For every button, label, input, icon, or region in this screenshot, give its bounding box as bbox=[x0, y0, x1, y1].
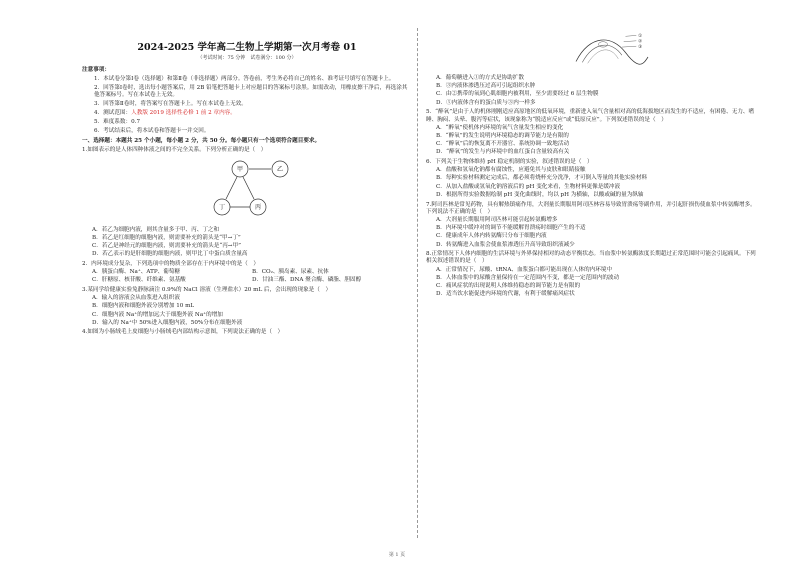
q5-option-b: B．“醉氧”的发生说明内环境稳态的调节能力是有限的 bbox=[436, 132, 569, 139]
q7-option-c: C．健康成年人体内转氨酶只分布于细胞内液 bbox=[436, 233, 547, 240]
q6-option-a: A．盐酸和氢氧化钠都有腐蚀性，应避免其与皮肤和眼睛接触 bbox=[436, 167, 586, 174]
node-ding: 丁 bbox=[218, 203, 226, 211]
left-column bbox=[82, 30, 412, 338]
q2-options-row-2 bbox=[82, 277, 412, 284]
question-7: 7.阿司匹林是常见药物，具有解热镇痛作用，大剂量长期服用阿司匹林容易导致胃溃疡等副作用，并引起肝损伤使血浆中转氨酶增多。下列说法不正确的是（ ） bbox=[426, 201, 756, 215]
label-leader-3 bbox=[622, 46, 636, 47]
body-fluid-diagram-svg bbox=[82, 157, 412, 225]
right-column bbox=[426, 30, 756, 299]
q4-option-d: D．⑤内液体含有的蛋白质与③内一样多 bbox=[436, 99, 536, 106]
q4-option-b: B．③内液体渗透压过高可引起组织水肿 bbox=[436, 83, 536, 90]
question-1: 1.如图表示的是人体四种体液之间的不完全关系。下列分析正确的是（ ） bbox=[82, 147, 267, 154]
section-heading: 一、选择题：本题共 25 个小题，每小题 2 分，共 50 分。每小题只有一个选项符合题目要求。 bbox=[82, 137, 321, 144]
note-6: 6．考试结束后，将本试卷和答题卡一并交回。 bbox=[94, 128, 210, 135]
node-jia: 甲 bbox=[236, 165, 244, 173]
q3-option-a: A．输入的溶液会从血浆进入组织液 bbox=[92, 295, 180, 302]
q2-option-c: C．肝糖原、核苷酸、纤维素、氨基酸 bbox=[92, 277, 186, 284]
note-3: 3．回答第Ⅱ卷时，将答案写在答题卡上。写在本试卷上无效。 bbox=[94, 101, 247, 108]
q1-option-a: A．若乙为细胞内液，则其含量多于甲、丙、丁之和 bbox=[92, 226, 220, 233]
question-4: 4.如图为小肠绒毛上皮细胞与小肠绒毛内部结构示意图，下列说法正确的是（ ） bbox=[82, 329, 284, 336]
q5-option-a: A．“醉氧”使机体内环境的氧气含量发生相应的变化 bbox=[436, 124, 564, 131]
q3-option-b: B．细胞内液和细胞外液分别增加 10 mL bbox=[92, 303, 195, 310]
exam-title: 2024-2025 学年高二生物上学期第一次月考卷 01 bbox=[137, 42, 357, 53]
note-4 bbox=[82, 110, 412, 117]
q1-option-d: D．若乙表示的是肝细胞的细胞内液，则甲比丁中蛋白质含量高 bbox=[92, 251, 248, 258]
arrow-jia-ding bbox=[226, 177, 237, 199]
question-8: 8.正常情况下人体内细胞的生活环境与外界保持相对的动态平衡状态。当血浆中转氨酶浓度长期超过正常范围时可能会引起痛风。下列相关叙述错误的是（ ） bbox=[426, 251, 756, 265]
q2-options-row-1 bbox=[82, 269, 412, 276]
page-footer: 第 1 页 bbox=[388, 552, 406, 558]
q5-option-c: C．“醉氧”后的恢复离不开器官、系统协调一致地活动 bbox=[436, 141, 570, 148]
note-5: 5．难度系数：0.7 bbox=[94, 119, 141, 126]
label-leader-2 bbox=[624, 41, 637, 42]
q8-option-a: A．正常情况下，尿酸、tRNA、血浆蛋白都可能出现在人体的内环境中 bbox=[436, 266, 613, 273]
q6-option-b: B．每种实验材料测定完成后，都必须将烧杯充分洗净，才可倒入等量的其他实验材料 bbox=[436, 175, 648, 182]
q7-option-d: D．转氨酶进入血浆会使血浆渗透压升高导致组织液减少 bbox=[436, 241, 575, 248]
fig-label-2: ② bbox=[638, 39, 643, 45]
q2-option-b: B．CO₂、胰岛素、尿素、抗体 bbox=[252, 269, 329, 276]
node-yi: 乙 bbox=[276, 165, 284, 173]
exam-subtitle: （考试时间：75 分钟 试卷满分：100 分） bbox=[197, 55, 297, 61]
note-4-prefix: 4．测试范围： bbox=[94, 110, 132, 117]
notes-heading: 注意事项： bbox=[82, 67, 110, 73]
q7-option-a: A．大剂量长期服用阿司匹林可能引起转氨酶增多 bbox=[436, 216, 558, 223]
q2-option-a: A．胰蛋白酶、Na⁺、ATP、葡萄糖 bbox=[92, 269, 180, 276]
note-4-range: 人教版 2019 选择性必修 1 前 2 章内容。 bbox=[131, 110, 236, 117]
q3-option-c: C．细胞内液 Na⁺的增加远大于细胞外液 Na⁺的增加 bbox=[92, 311, 223, 318]
q1-option-c: C．若乙是神经元的细胞内液，则需要补充的箭头是“丙→甲” bbox=[92, 242, 241, 249]
q8-option-d: D．适当饮水能促进内环境的代谢，有利于缓解痛风症状 bbox=[436, 291, 575, 298]
q4-option-c: C．由②携带的氧到心肌细胞内被利用，至少需要经过 6 层生物膜 bbox=[436, 91, 599, 98]
capillary-line bbox=[582, 45, 622, 62]
question-5: 5．“醉氧”是由于人的机体刚刚适应高原地区的低氧环境，重新进入氧气含量相对高的低海拔地区而发生的不适应，有困倦、无力、嗜睡、胸闷、头晕、腹泻等症状，该现象称为“脱适应反应”或“低原反应”。下列叙述错误的是（ ） bbox=[426, 109, 755, 123]
q8-option-c: C．痛风症状的出现说明人体维持稳态的调节能力是有限的 bbox=[436, 283, 581, 290]
q8-option-b: B．人体血浆中的尿酸含量保持在一定范围内不变，都是一定范围内的波动 bbox=[436, 274, 620, 281]
arrow-jia-bing bbox=[243, 177, 254, 199]
note-1: 1．本试卷分第Ⅰ卷（选择题）和第Ⅱ卷（非选择题）两部分。答卷前，考生务必将自己的姓名、准考证号填写在答题卡上。 bbox=[94, 76, 395, 83]
cell-shape bbox=[599, 42, 608, 47]
q3-option-d: D．输入的 Na⁺中 50%进入细胞内液，50%分布在细胞外液 bbox=[92, 319, 243, 326]
column-divider bbox=[417, 28, 418, 538]
q6-option-d: D．根据所得实验数据绘制 pH 变化曲线时，均以 pH 为横轴，以酸或碱的量为纵轴 bbox=[436, 191, 644, 198]
q6-option-c: C．从加入盐酸或氢氧化钠溶液后的 pH 变化来看，生物材料更像是缓冲液 bbox=[436, 183, 621, 190]
body-fluid-diagram bbox=[82, 157, 412, 225]
villus-figure-svg bbox=[567, 30, 657, 66]
label-leader-1 bbox=[626, 35, 637, 36]
q2-option-d: D．甘油三酯、DNA 聚合酶、磷脂、胆固醇 bbox=[252, 277, 362, 284]
note-2: 2．回答第Ⅰ卷时，选出每小题答案后，用 2B 铅笔把答题卡上对应题目的答案标号涂黑。如需改动，用橡皮擦干净后，再选涂其他答案标号。写在本试卷上无效。 bbox=[94, 85, 408, 99]
question-2: 2．内环境成分复杂，下列选项中的物质全部存在于内环境中的是（ ） bbox=[82, 260, 259, 267]
q7-option-b: B．内环境中缓冲对的调节不能缓解胃溃疡时细胞产生的不适 bbox=[436, 225, 586, 232]
question-6: 6．下列关于生物体维持 pH 稳定机制的实验，叙述错误的是（ ） bbox=[426, 159, 593, 166]
node-bing: 丙 bbox=[254, 203, 262, 211]
villus-outline bbox=[576, 40, 648, 64]
lymph-line bbox=[588, 50, 619, 63]
fig-label-1: ① bbox=[638, 34, 643, 40]
q4-option-a: A．葡萄糖进入①的方式是协助扩散 bbox=[436, 75, 524, 81]
q5-option-d: D．“醉氧”的发生与内环境中的血红蛋白含量较高有关 bbox=[436, 149, 570, 156]
villus-figure bbox=[426, 30, 756, 74]
fig-label-3: ③ bbox=[638, 45, 643, 50]
q1-option-b: B．若乙是红细胞的细胞内液，则需要补充的箭头是“甲→丁” bbox=[92, 234, 241, 241]
question-3: 3.某同学给健康实验兔静脉滴注 0.9%的 NaCl 溶液（生理盐水）20 mL 后，会出现的现象是（ ） bbox=[82, 286, 332, 293]
